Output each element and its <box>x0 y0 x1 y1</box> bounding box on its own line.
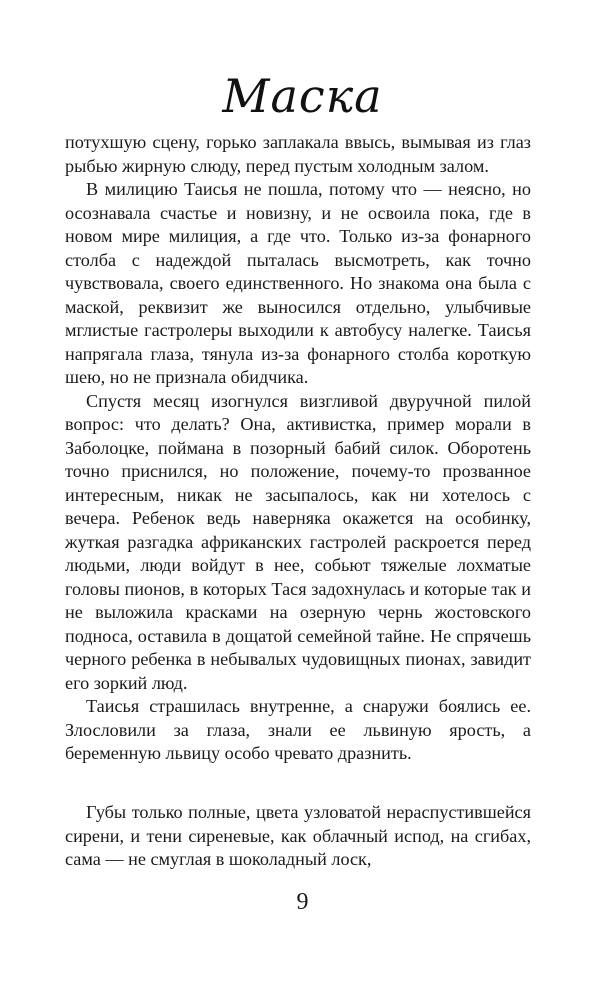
paragraph-continuation: потухшую сцену, горько заплакала ввысь, вымывая из глаз рыбью жирную слюду, перед пустым холодным залом. <box>65 132 531 176</box>
body-text-section-1 <box>65 131 531 766</box>
paragraph: Губы только полные, цвета узловатой нераспустившейся сирени, и тени сиреневые, как облачный испод, на сгибах, сама — не смуглая в шоколадный лоск, <box>65 802 531 869</box>
paragraph: Спустя месяц изогнулся визгливой двуручной пилой вопрос: что делать? Она, активистка, пример морали в Заболоцке, поймана в позорный бабий силок. Оборотень точно приснился, но положение, почему-то прозванное интересным, никак не засыпалось, как ни хотелось с вечера. Ребенок ведь наверняка окажется на особинку, жуткая разгадка африканских гастролей раскроется перед людьми, люди войдут в нее, собьют тяжелые лохматые головы пионов, в которых Тася задохнулась и которые так и не выложила красками на озерную чернь жостовского подноса, оставила в дощатой семейной тайне. Не спрячешь черного ребенка в небывалых чудовищных пионах, завидит его зоркий люд. <box>65 390 531 693</box>
paragraph: Таисья страшилась внутренне, а снаружи боялись ее. Злословили за глаза, знали ее львиную ярость, а беременную львицу особо чревато дразнить. <box>65 696 531 763</box>
page-number: 9 <box>296 889 309 915</box>
body-text-section-2 <box>65 801 531 872</box>
running-header-title: Маска <box>222 69 383 123</box>
paragraph: В милицию Таисья не пошла, потому что — неясно, но осознавала счастье и новизну, и не освоила пока, где в новом мире милиция, а где что. Только из-за фонарного столба с надеждой пыталась высмотреть, как точно чувствовала, своего единственного. Но знакома она была с маской, реквизит же выносился отдельно, улыбчивые мглистые гастролеры выходили к автобусу налегке. Таисья напрягала глаза, тянула из-за фонарного столба короткую шею, но не признала обидчика. <box>65 179 531 387</box>
